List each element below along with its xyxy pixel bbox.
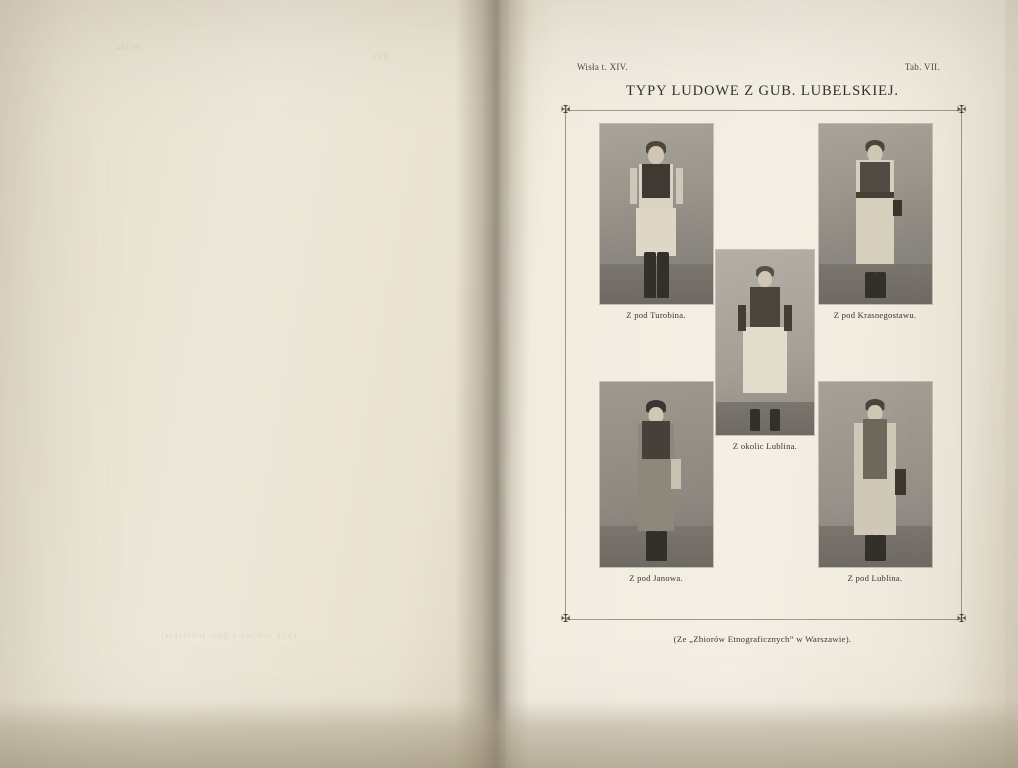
corner-mark-icon: ✠ <box>561 613 571 625</box>
plate-figure-bottom-left <box>590 382 722 583</box>
plate-credit: (Ze „Zbiorów Etnograficznych” w Warszawie). <box>673 634 852 644</box>
photo-image <box>819 382 932 567</box>
show-through-text: XIV <box>370 52 389 62</box>
right-printed-page <box>505 0 1005 768</box>
plate-content <box>561 62 967 644</box>
corner-mark-icon: ✠ <box>957 613 967 625</box>
corner-mark-icon: ✠ <box>957 104 967 116</box>
photo-image <box>819 124 932 304</box>
plate-frame <box>561 104 967 625</box>
page-title: TYPY LUDOWE Z GUB. LUBELSKIEJ. <box>626 83 899 99</box>
corner-mark-icon: ✠ <box>561 104 571 116</box>
header-journal-volume: Wisła t. XIV. <box>577 62 628 72</box>
book-bottom-edge <box>0 700 1018 768</box>
photo-image <box>600 124 713 304</box>
left-blank-page <box>0 0 500 768</box>
figure-caption: Z pod Janowa. <box>629 573 683 583</box>
photo-image <box>600 382 713 567</box>
figure-caption: Z pod Lublina. <box>847 573 903 583</box>
book-gutter-shadow <box>455 0 530 768</box>
show-through-text: . <box>105 160 109 170</box>
figure-caption: Z pod Krasnegostawu. <box>833 310 917 320</box>
page-header <box>565 62 960 72</box>
figure-caption: Z pod Turobina. <box>626 310 686 320</box>
photo-image <box>716 250 814 435</box>
plate-figure-bottom-right <box>809 382 941 583</box>
show-through-text: Typy ludowe z gub. lubelskiej <box>160 630 298 640</box>
header-table-number: Tab. VII. <box>904 62 940 72</box>
figure-caption: Z okolic Lublina. <box>732 441 798 451</box>
show-through-text: Wisła <box>115 42 141 52</box>
